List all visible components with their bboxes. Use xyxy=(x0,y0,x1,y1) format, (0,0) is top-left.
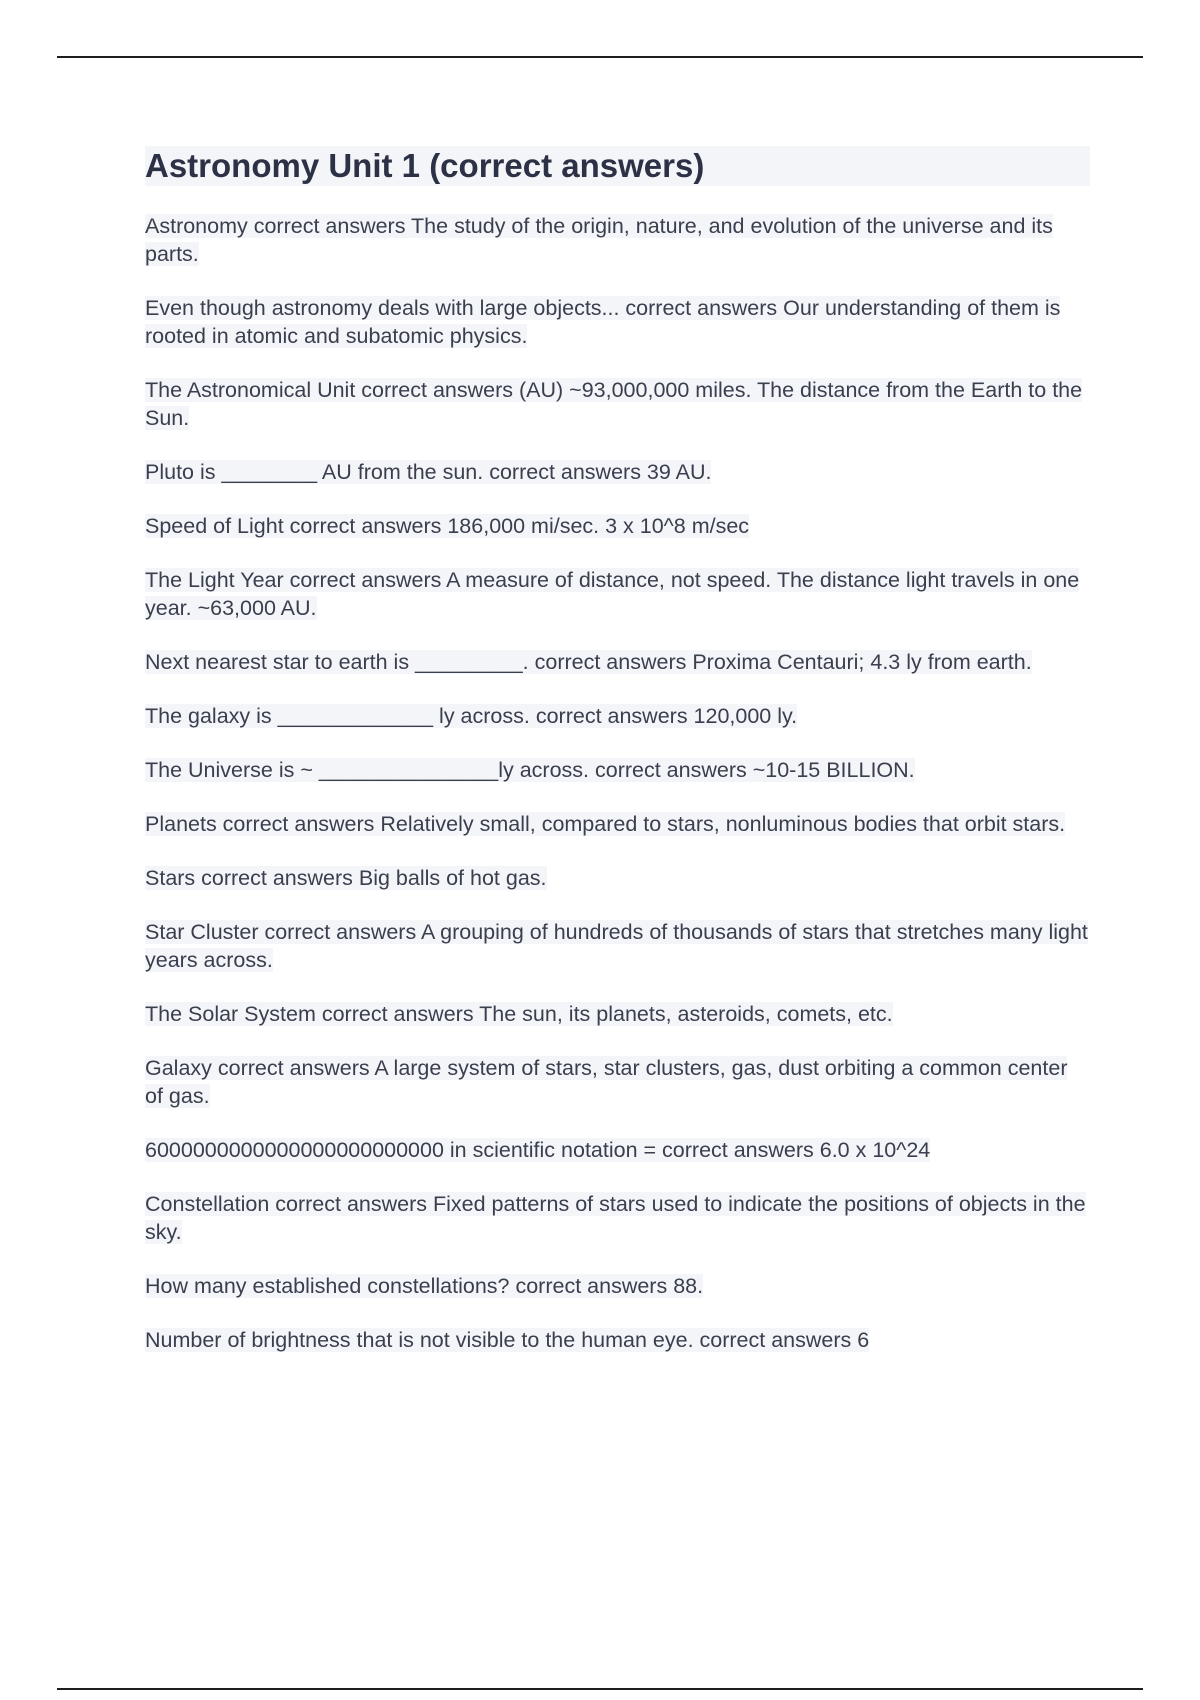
flashcard-entry xyxy=(145,512,1090,540)
flashcard-entry xyxy=(145,756,1090,784)
flashcard-entry xyxy=(145,1054,1090,1110)
flashcard-entry xyxy=(145,458,1090,486)
document-title: Astronomy Unit 1 (correct answers) xyxy=(145,146,1090,186)
entry-text: Astronomy correct answers The study of the origin, nature, and evolution of the universe and its parts. xyxy=(145,214,1053,266)
entry-text: How many established constellations? correct answers 88. xyxy=(145,1274,704,1298)
flashcard-entry xyxy=(145,918,1090,974)
entry-text: Planets correct answers Relatively small, compared to stars, nonluminous bodies that orbit stars. xyxy=(145,812,1066,836)
entry-text: Constellation correct answers Fixed patterns of stars used to indicate the positions of objects in the sky. xyxy=(145,1192,1086,1244)
entry-text: Star Cluster correct answers A grouping of hundreds of thousands of stars that stretches many light years across. xyxy=(145,920,1088,972)
flashcard-entry xyxy=(145,1272,1090,1300)
top-rule xyxy=(57,56,1143,58)
flashcard-entry xyxy=(145,1000,1090,1028)
flashcard-entry xyxy=(145,294,1090,350)
document-body xyxy=(145,146,1090,1380)
entry-text: The galaxy is _____________ ly across. correct answers 120,000 ly. xyxy=(145,704,798,728)
entry-text: Even though astronomy deals with large objects... correct answers Our understanding of them is rooted in atomic and subatomic physics. xyxy=(145,296,1061,348)
flashcard-entry xyxy=(145,1326,1090,1354)
flashcard-entry xyxy=(145,864,1090,892)
entry-text: Number of brightness that is not visible to the human eye. correct answers 6 xyxy=(145,1328,870,1352)
entry-text: Stars correct answers Big balls of hot gas. xyxy=(145,866,547,890)
flashcard-entry xyxy=(145,566,1090,622)
entry-text: Pluto is ________ AU from the sun. correct answers 39 AU. xyxy=(145,460,712,484)
flashcard-entry xyxy=(145,1190,1090,1246)
flashcard-entry xyxy=(145,376,1090,432)
entry-text: Speed of Light correct answers 186,000 mi/sec. 3 x 10^8 m/sec xyxy=(145,514,750,538)
entry-text: 6000000000000000000000000 in scientific notation = correct answers 6.0 x 10^24 xyxy=(145,1138,931,1162)
entry-text: The Solar System correct answers The sun, its planets, asteroids, comets, etc. xyxy=(145,1002,893,1026)
entry-text: The Astronomical Unit correct answers (AU) ~93,000,000 miles. The distance from the Earth to the Sun. xyxy=(145,378,1083,430)
flashcard-list xyxy=(145,212,1090,1354)
flashcard-entry xyxy=(145,648,1090,676)
flashcard-entry xyxy=(145,212,1090,268)
entry-text: Galaxy correct answers A large system of stars, star clusters, gas, dust orbiting a common center of gas. xyxy=(145,1056,1068,1108)
flashcard-entry xyxy=(145,1136,1090,1164)
entry-text: The Universe is ~ _______________ly across. correct answers ~10-15 BILLION. xyxy=(145,758,915,782)
flashcard-entry xyxy=(145,702,1090,730)
flashcard-entry xyxy=(145,810,1090,838)
entry-text: The Light Year correct answers A measure of distance, not speed. The distance light travels in one year. ~63,000 AU. xyxy=(145,568,1080,620)
bottom-rule xyxy=(57,1688,1143,1690)
entry-text: Next nearest star to earth is _________. correct answers Proxima Centauri; 4.3 ly from earth. xyxy=(145,650,1032,674)
